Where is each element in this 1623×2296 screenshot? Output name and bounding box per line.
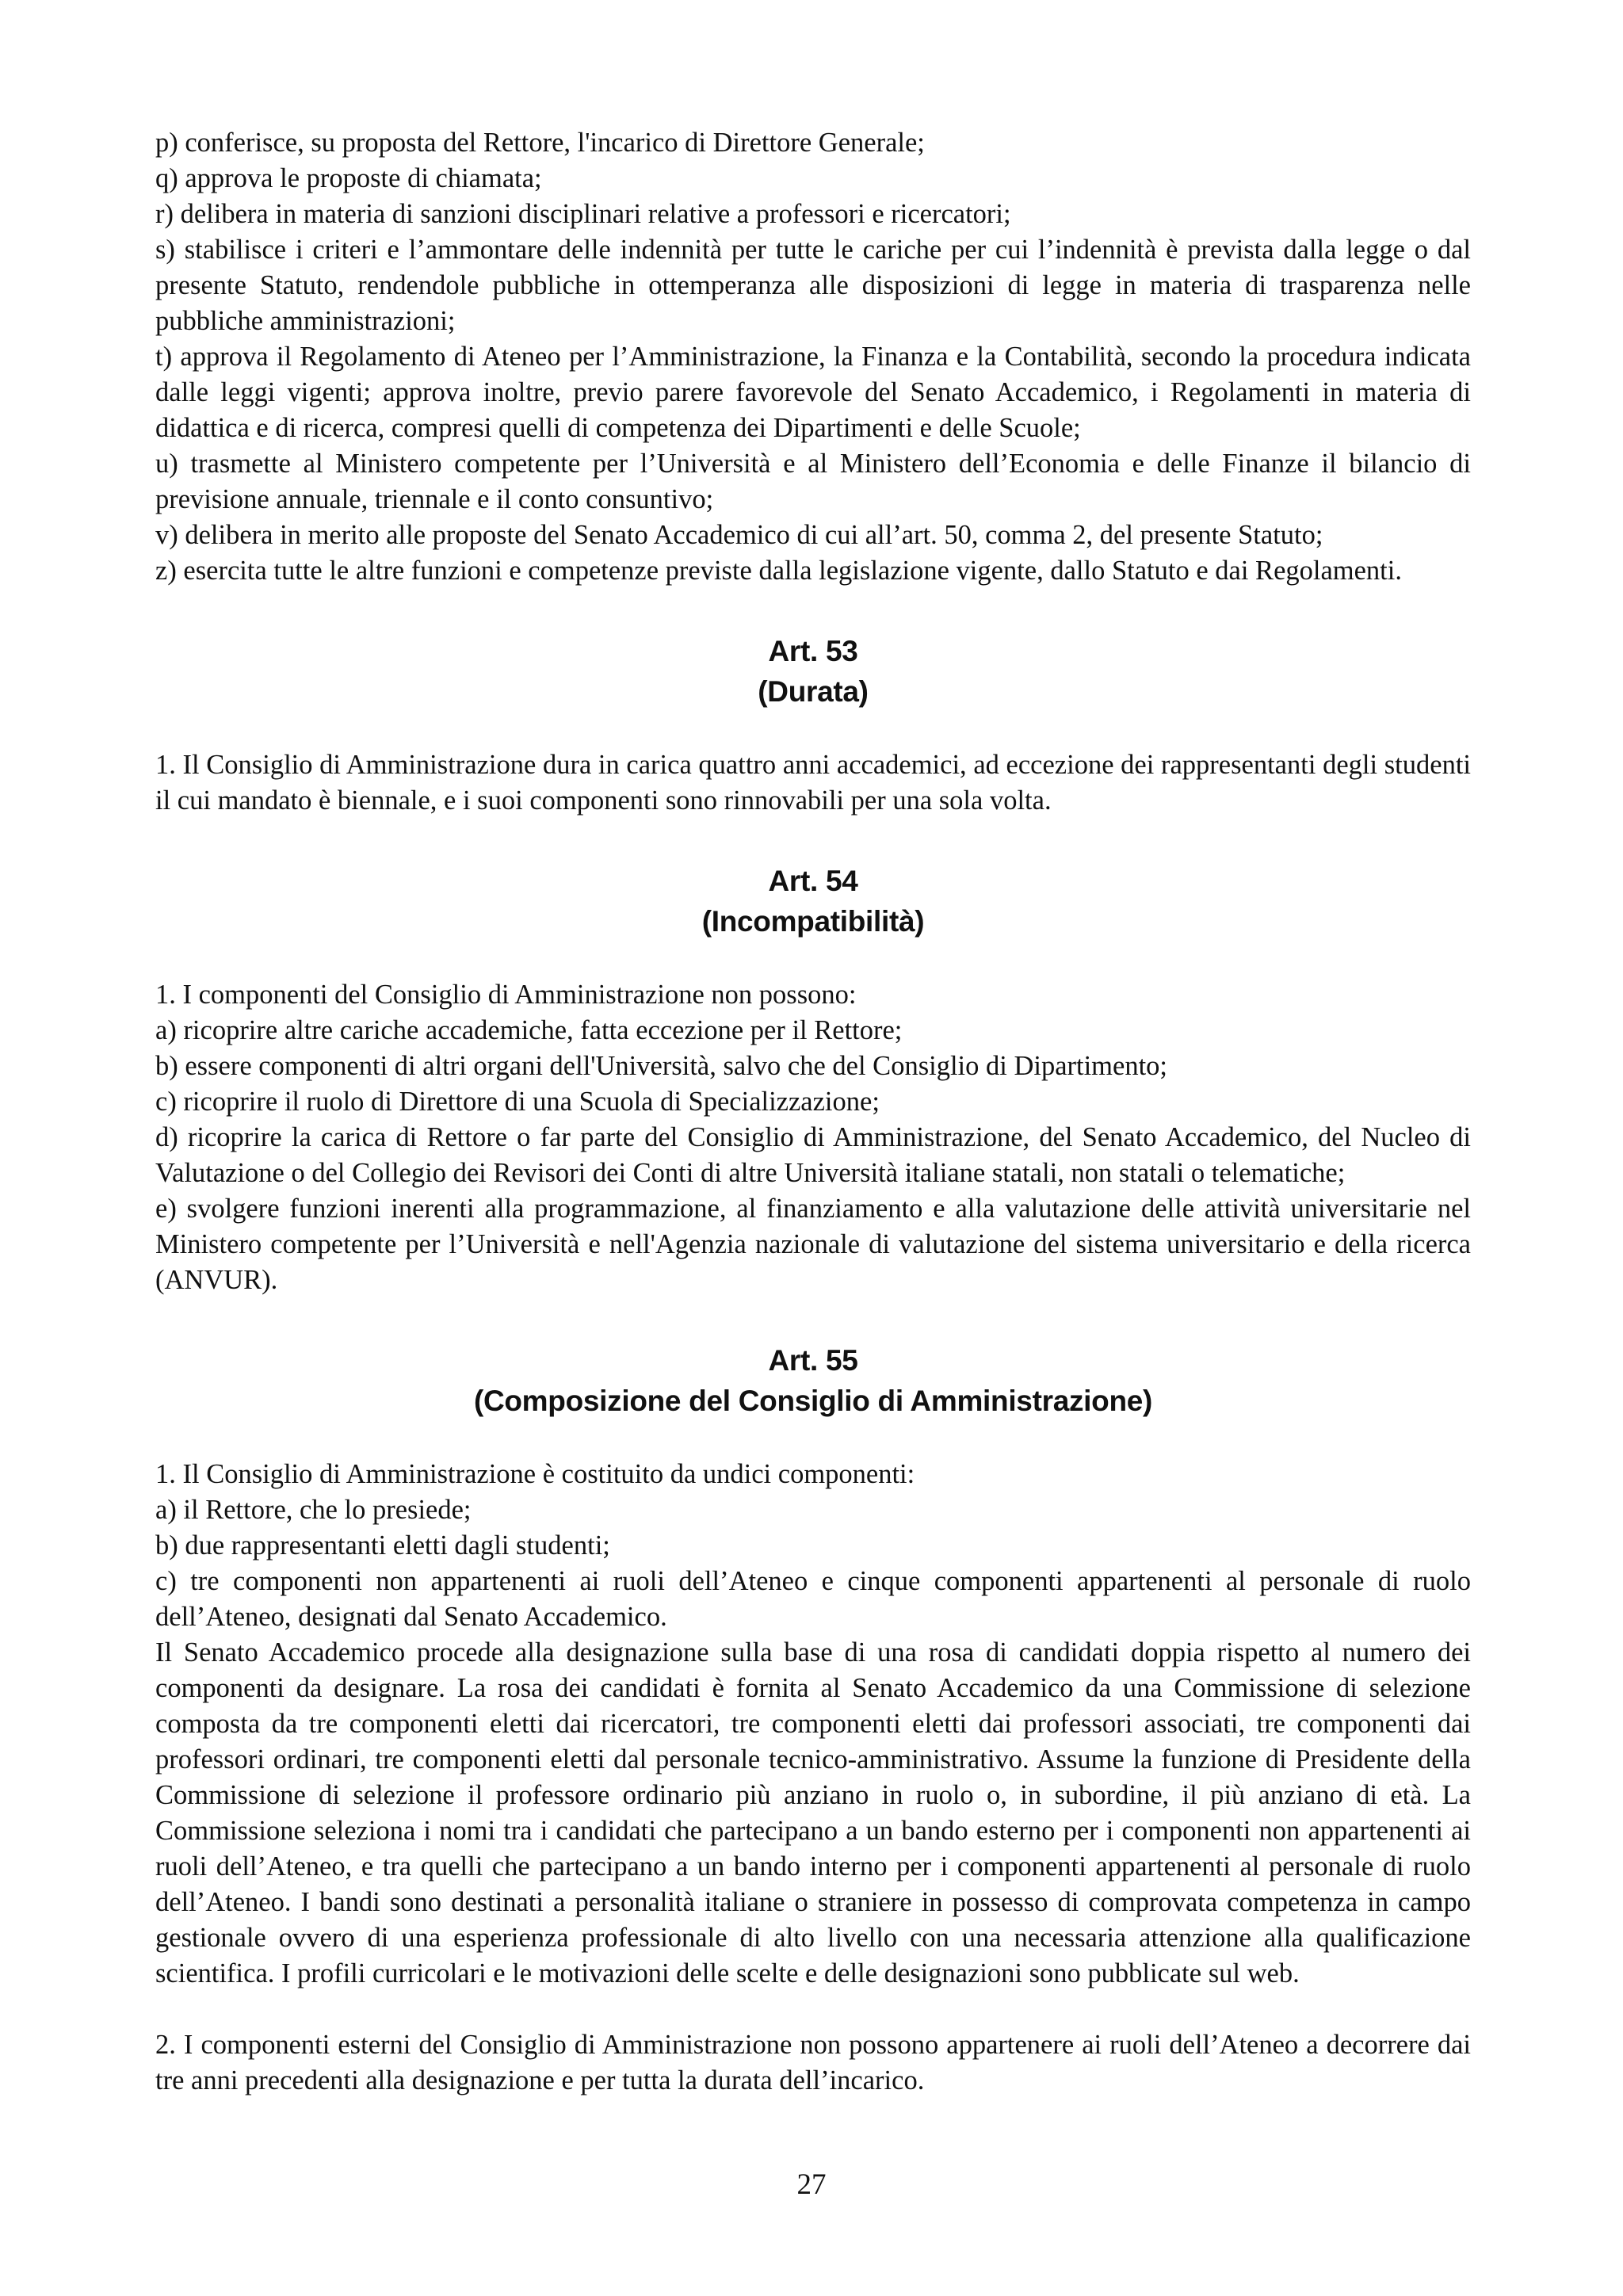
- list-item: b) due rappresentanti eletti dagli studenti;: [155, 1530, 610, 1561]
- article-number: Art. 53: [768, 635, 858, 667]
- list-item: c) tre componenti non appartenenti ai ruoli dell’Ateneo e cinque componenti appartenenti al personale di ruolo dell’Ateneo, designati dal Senato Accademico.: [155, 1566, 1471, 1632]
- art54-list: [155, 977, 1471, 1298]
- list-item: 1. Il Consiglio di Amministrazione è costituito da undici componenti:: [155, 1459, 915, 1489]
- article-paragraph: Il Senato Accademico procede alla designazione sulla base di una rosa di candidati doppia rispetto al numero dei componenti da designare. La rosa dei candidati è fornita al Senato Accademico da una Commissione di selezione composta da tre componenti eletti dai ricercatori, tre componenti eletti dai professori associati, tre componenti dai professori ordinari, tre componenti eletti dal personale tecnico-amministrativo. Assume la funzione di Presidente della Commissione di selezione il professore ordinario più anziano in ruolo o, in subordine, il più anziano di età. La Commissione seleziona i nomi tra i candidati che partecipano a un bando esterno per i componenti non appartenenti ai ruoli dell’Ateneo, e tra quelli che partecipano a un bando interno per i componenti appartenenti al personale di ruolo dell’Ateneo. I bandi sono destinati a personalità italiane o straniere in possesso di comprovata competenza in campo gestionale ovvero di una esperienza professionale di alto livello con una necessaria attenzione alla qualificazione scientifica. I profili curricolari e le motivazioni delle scelte e delle designazioni sono pubblicate sul web.: [155, 1637, 1471, 1988]
- list-item: s) stabilisce i criteri e l’ammontare delle indennità per tutte le cariche per cui l’indennità è prevista dalla legge o dal presente Statuto, rendendole pubbliche in ottemperanza alle disposizioni di legge in materia di trasparenza nelle pubbliche amministrazioni;: [155, 235, 1471, 336]
- list-item: t) approva il Regolamento di Ateneo per l’Amministrazione, la Finanza e la Contabilità, secondo la procedura indicata dalle leggi vigenti; approva inoltre, previo parere favorevole del Senato Accademico, i Regolamenti in materia di didattica e di ricerca, compresi quelli di competenza dei Dipartimenti e delle Scuole;: [155, 342, 1471, 443]
- article-title: (Durata): [758, 675, 869, 708]
- list-item: v) delibera in merito alle proposte del Senato Accademico di cui all’art. 50, comma 2, del presente Statuto;: [155, 520, 1323, 550]
- document-page: [155, 125, 1471, 2099]
- list-item: c) ricoprire il ruolo di Direttore di una Scuola di Specializzazione;: [155, 1087, 880, 1117]
- list-item: u) trasmette al Ministero competente per l’Università e al Ministero dell’Economia e delle Finanze il bilancio di previsione annuale, triennale e il conto consuntivo;: [155, 449, 1471, 514]
- list-item: r) delibera in materia di sanzioni disciplinari relative a professori e ricercatori;: [155, 199, 1011, 229]
- art54-heading: [155, 861, 1471, 942]
- article-number: Art. 55: [768, 1344, 858, 1377]
- article-paragraph: 1. Il Consiglio di Amministrazione dura in carica quattro anni accademici, ad eccezione dei rappresentanti degli studenti il cui mandato è biennale, e i suoi componenti sono rinnovabili per una sola volta.: [155, 750, 1471, 816]
- art53-heading: [155, 631, 1471, 712]
- art55-heading: [155, 1340, 1471, 1421]
- art52-continuation-list: [155, 125, 1471, 589]
- list-item: q) approva le proposte di chiamata;: [155, 163, 542, 193]
- article-number: Art. 54: [768, 865, 858, 897]
- list-item: e) svolgere funzioni inerenti alla programmazione, al finanziamento e alla valutazione delle attività universitarie nel Ministero competente per l’Università e nell'Agenzia nazionale di valutazione del sistema universitario e della ricerca (ANVUR).: [155, 1194, 1471, 1295]
- list-item: z) esercita tutte le altre funzioni e competenze previste dalla legislazione vigente, dallo Statuto e dai Regolamenti.: [155, 556, 1402, 586]
- art55-list: [155, 1457, 1471, 1992]
- article-paragraph: 2. I componenti esterni del Consiglio di Amministrazione non possono appartenere ai ruoli dell’Ateneo a decorrere dai tre anni precedenti alla designazione e per tutta la durata dell’incarico.: [155, 2030, 1471, 2095]
- page-number: 27: [796, 2168, 827, 2201]
- list-item: d) ricoprire la carica di Rettore o far parte del Consiglio di Amministrazione, del Senato Accademico, del Nucleo di Valutazione o del Collegio dei Revisori dei Conti di altre Università italiane statali, non statali o telematiche;: [155, 1122, 1471, 1188]
- list-item: 1. I componenti del Consiglio di Amministrazione non possono:: [155, 980, 857, 1010]
- article-title: (Composizione del Consiglio di Amministrazione): [473, 1385, 1153, 1417]
- list-item: b) essere componenti di altri organi dell'Università, salvo che del Consiglio di Dipartimento;: [155, 1051, 1168, 1081]
- list-item: a) ricoprire altre cariche accademiche, fatta eccezione per il Rettore;: [155, 1015, 903, 1045]
- list-item: a) il Rettore, che lo presiede;: [155, 1495, 472, 1525]
- list-item: p) conferisce, su proposta del Rettore, l'incarico di Direttore Generale;: [155, 128, 925, 158]
- article-title: (Incompatibilità): [701, 905, 925, 938]
